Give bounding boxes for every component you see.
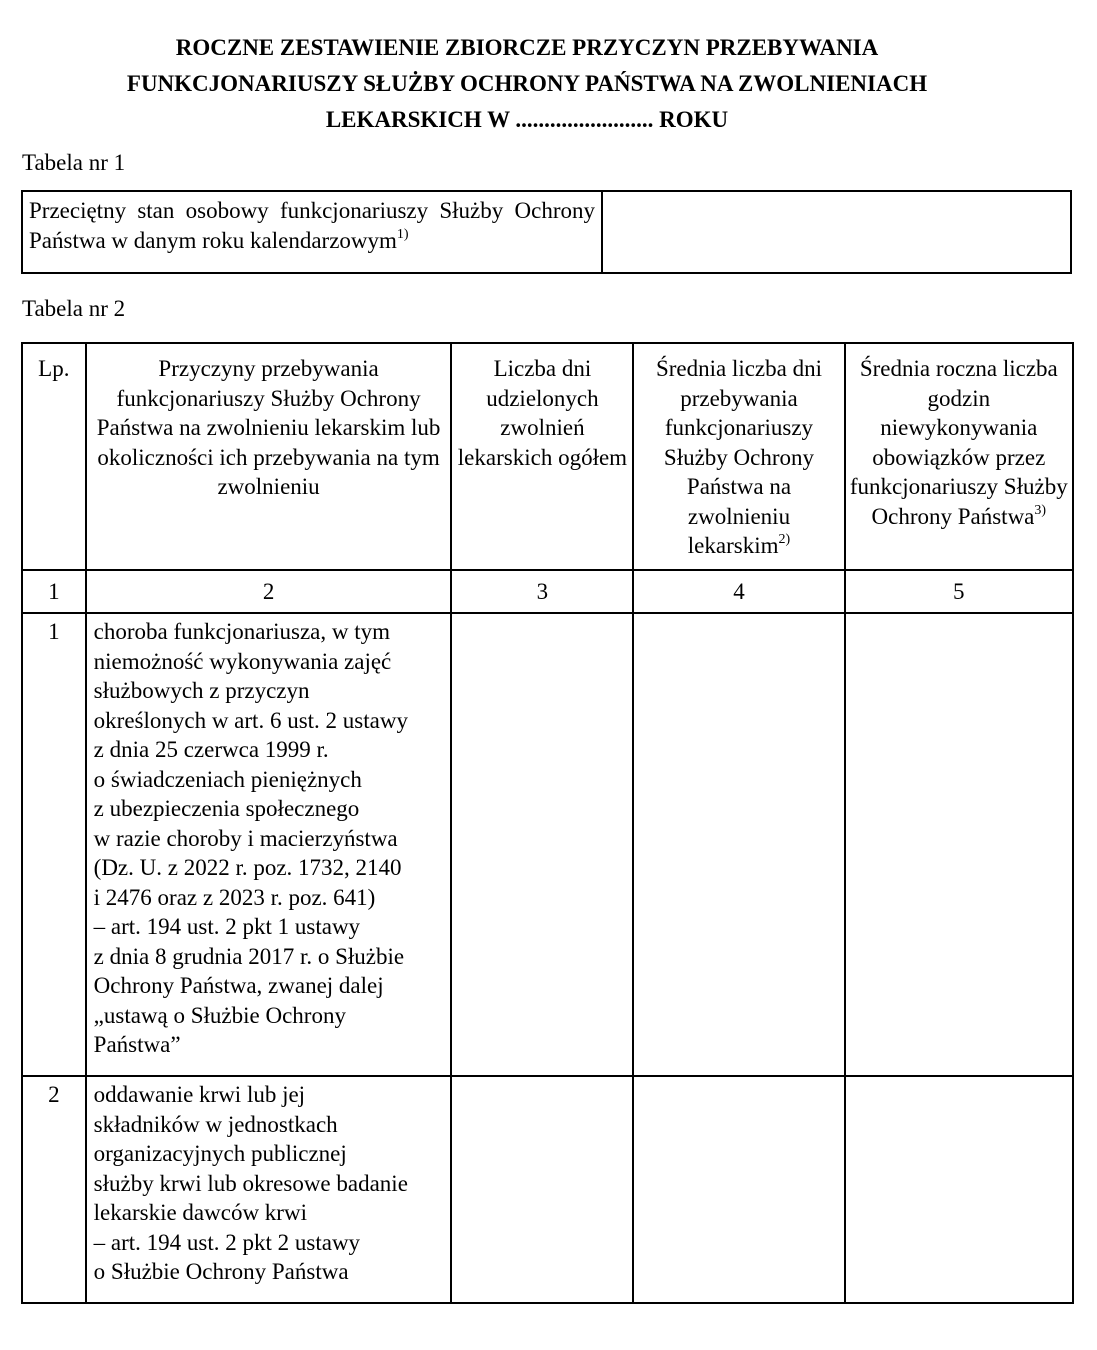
reason-line: o Służbie Ochrony Państwa [93,1259,349,1284]
avg-hours-cell[interactable] [845,1076,1073,1303]
table-row [22,613,1073,1076]
footnote-3-marker: 3) [1034,502,1047,518]
reason-line: (Dz. U. z 2022 r. poz. 1732, 2140 [93,855,402,880]
column-number: 2 [86,570,452,613]
column-number: 3 [451,570,633,613]
reason-line: organizacyjnych publicznej [93,1141,347,1166]
average-staff-value-cell[interactable] [602,191,1071,273]
reason-line: służby krwi lub okresowe badanie [93,1170,408,1196]
footnote-2-marker: 2) [778,532,791,547]
title-line-1: ROCZNE ZESTAWIENIE ZBIORCZE PRZYCZYN PRZEBYWANIA [175,35,879,60]
table-2 [21,342,1074,1304]
reason-line: – art. 194 ust. 2 pkt 1 ustawy [93,914,361,939]
table-1-row [22,191,1071,273]
avg-hours-cell[interactable] [845,613,1073,1076]
title-line-3: LEKARSKICH W ........................ ROKU [325,107,729,132]
title-line-2: FUNKCJONARIUSZY SŁUŻBY OCHRONY PAŃSTWA NA ZWOLNIENIACH [126,71,928,96]
row-lp: 2 [22,1076,86,1303]
days-total-cell[interactable] [451,613,633,1076]
avg-days-cell[interactable] [633,1076,844,1303]
row-lp: 1 [22,613,86,1076]
table-2-caption: Tabela nr 2 [22,296,126,321]
reason-line: niemożność wykonywania zajęć [93,648,392,674]
reason-line: o świadczeniach pieniężnych [93,766,362,792]
average-staff-label: Przeciętny stan osobowy funkcjonariuszy Służby Ochrony Państwa w danym roku kalendarzowym [29,198,595,253]
row-reason [86,1076,452,1303]
reason-line: w razie choroby i macierzyństwa [93,825,398,851]
reason-line: składników w jednostkach [93,1111,338,1137]
header-avg-days: Średnia liczba dni przebywania funkcjonariuszy Służby Ochrony Państwa na zwolnieniu lekarskim [655,356,822,558]
table-1 [21,190,1072,274]
reason-line: Państwa” [93,1032,181,1057]
reason-line: i 2476 oraz z 2023 r. poz. 641) [93,884,376,910]
reason-line: lekarskie dawców krwi [93,1200,307,1225]
header-avg-hours-cell [845,343,1073,570]
header-avg-hours: Średnia roczna liczba godzin niewykonywania obowiązków przez funkcjonariuszy Służby Ochrony Państwa [849,356,1068,529]
reason-line: „ustawą o Służbie Ochrony [93,1002,346,1028]
column-number: 5 [845,570,1073,613]
reason-line: służbowych z przyczyn [93,678,310,703]
reason-line: oddawanie krwi lub jej [93,1082,306,1107]
header-days-total: Liczba dni udzielonych zwolnień lekarskich ogółem [451,343,633,570]
table-row [22,1076,1073,1303]
document-title [0,30,1054,138]
column-number-row [22,570,1073,613]
row-reason [86,613,452,1076]
avg-days-cell[interactable] [633,613,844,1076]
header-lp: Lp. [22,343,86,570]
column-number: 4 [633,570,844,613]
reason-line: z dnia 8 grudnia 2017 r. o Służbie [93,943,405,969]
average-staff-label-cell [22,191,602,273]
reason-line: Ochrony Państwa, zwanej dalej [93,973,384,998]
days-total-cell[interactable] [451,1076,633,1303]
reason-line: z ubezpieczenia społecznego [93,796,360,821]
header-avg-days-cell [633,343,844,570]
footnote-1-marker: 1) [396,226,409,242]
table-1-caption: Tabela nr 1 [22,150,126,175]
reason-line: – art. 194 ust. 2 pkt 2 ustawy [93,1229,361,1255]
column-number: 1 [22,570,86,613]
reason-line: z dnia 25 czerwca 1999 r. [93,737,329,762]
reason-line: choroba funkcjonariusza, w tym [93,619,391,644]
reason-line: określonych w art. 6 ust. 2 ustawy [93,707,408,733]
header-reason: Przyczyny przebywania funkcjonariuszy Służby Ochrony Państwa na zwolnieniu lekarskim lub okoliczności ich przebywania na tym zwolnieniu [86,343,452,570]
table-2-header-row [22,343,1073,570]
